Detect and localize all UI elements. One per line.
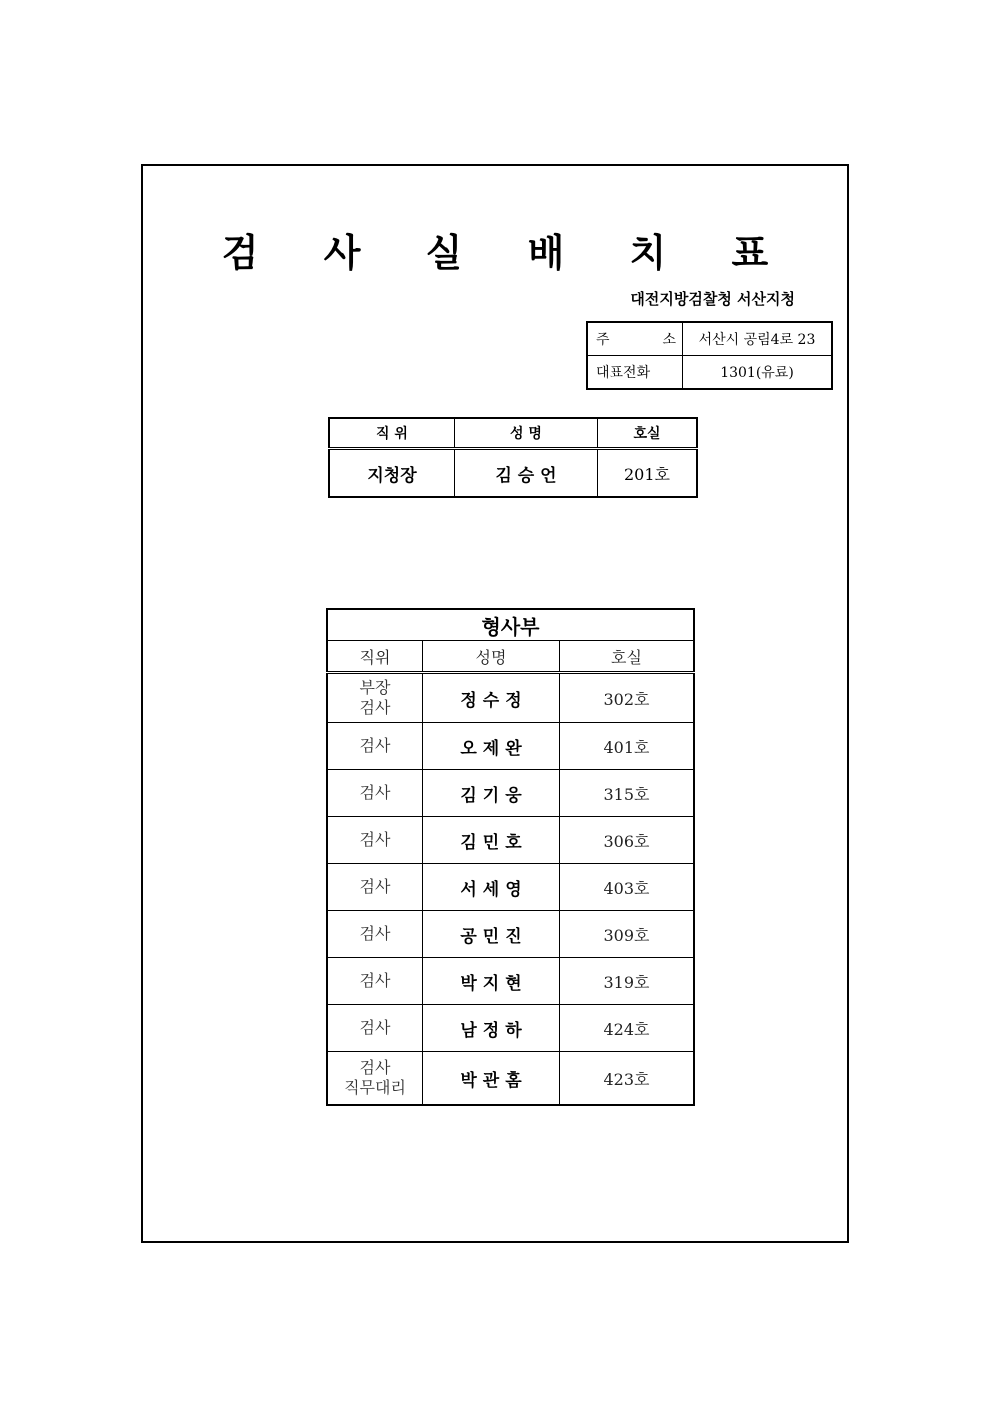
table-row: [327, 673, 694, 723]
chief-header-row: [329, 418, 697, 449]
chief-name: 김 승 언: [455, 449, 598, 498]
chief-room: 201호: [598, 449, 698, 498]
department-header-name: 성명: [423, 641, 560, 673]
table-row: [327, 958, 694, 1005]
phone-value: 1301(유료): [683, 356, 833, 390]
chief-header-room: 호실: [598, 418, 698, 449]
table-row: [327, 911, 694, 958]
page-title: 검 사 실 배 치 표: [221, 230, 795, 275]
chief-position: 지청장: [329, 449, 455, 498]
row-position: [327, 817, 423, 864]
row-room: 306호: [560, 817, 695, 864]
table-row: [327, 1005, 694, 1052]
department-header-room: 호실: [560, 641, 695, 673]
department-header-position: 직위: [327, 641, 423, 673]
row-name: 김기웅: [423, 770, 560, 817]
row-name: 오제완: [423, 723, 560, 770]
row-room: 423호: [560, 1052, 695, 1106]
row-position-line: 검사: [359, 1018, 391, 1037]
row-position-line: 검사: [359, 1058, 391, 1077]
table-row: [327, 1052, 694, 1106]
row-name: 김민호: [423, 817, 560, 864]
address-row: [587, 322, 832, 356]
table-row: [327, 817, 694, 864]
chief-header-position: 직 위: [329, 418, 455, 449]
chief-table: [328, 417, 698, 498]
row-room: 319호: [560, 958, 695, 1005]
row-room: 424호: [560, 1005, 695, 1052]
address-label-part: 소: [662, 332, 676, 348]
row-position: [327, 673, 423, 723]
address-table: [586, 321, 833, 390]
row-position: [327, 770, 423, 817]
row-room: 309호: [560, 911, 695, 958]
address-label-part: 주: [596, 332, 610, 348]
row-position-line: 검사: [359, 736, 391, 755]
row-position-line: 검사: [359, 830, 391, 849]
row-position: [327, 1005, 423, 1052]
phone-label: 대표전화: [587, 356, 683, 390]
phone-row: [587, 356, 832, 390]
department-name: 형사부: [327, 609, 694, 641]
row-position-line: 검사: [359, 971, 391, 990]
chief-header-name: 성 명: [455, 418, 598, 449]
chief-row: [329, 449, 697, 498]
table-row: [327, 723, 694, 770]
row-position: [327, 1052, 423, 1106]
row-room: 401호: [560, 723, 695, 770]
department-header-row: [327, 641, 694, 673]
row-position: [327, 864, 423, 911]
department-table: [326, 608, 695, 1106]
department-name-row: [327, 609, 694, 641]
table-row: [327, 864, 694, 911]
address-label: [587, 322, 683, 356]
office-name: 대전지방검찰청 서산지청: [630, 290, 795, 308]
row-name: 정수정: [423, 673, 560, 723]
address-value: 서산시 공림4로 23: [683, 322, 833, 356]
row-room: 403호: [560, 864, 695, 911]
row-position-line: 부장: [359, 678, 391, 697]
row-name: 박지현: [423, 958, 560, 1005]
row-name: 서세영: [423, 864, 560, 911]
row-position-line: 검사: [359, 698, 391, 717]
row-position: [327, 911, 423, 958]
row-position: [327, 958, 423, 1005]
row-name: 남정하: [423, 1005, 560, 1052]
row-position: [327, 723, 423, 770]
row-position-line: 검사: [359, 783, 391, 802]
row-name: 박관홈: [423, 1052, 560, 1106]
row-position-line: 검사: [359, 924, 391, 943]
table-row: [327, 770, 694, 817]
row-room: 302호: [560, 673, 695, 723]
row-name: 공민진: [423, 911, 560, 958]
row-position-line: 검사: [359, 877, 391, 896]
row-room: 315호: [560, 770, 695, 817]
row-position-line: 직무대리: [344, 1078, 406, 1097]
